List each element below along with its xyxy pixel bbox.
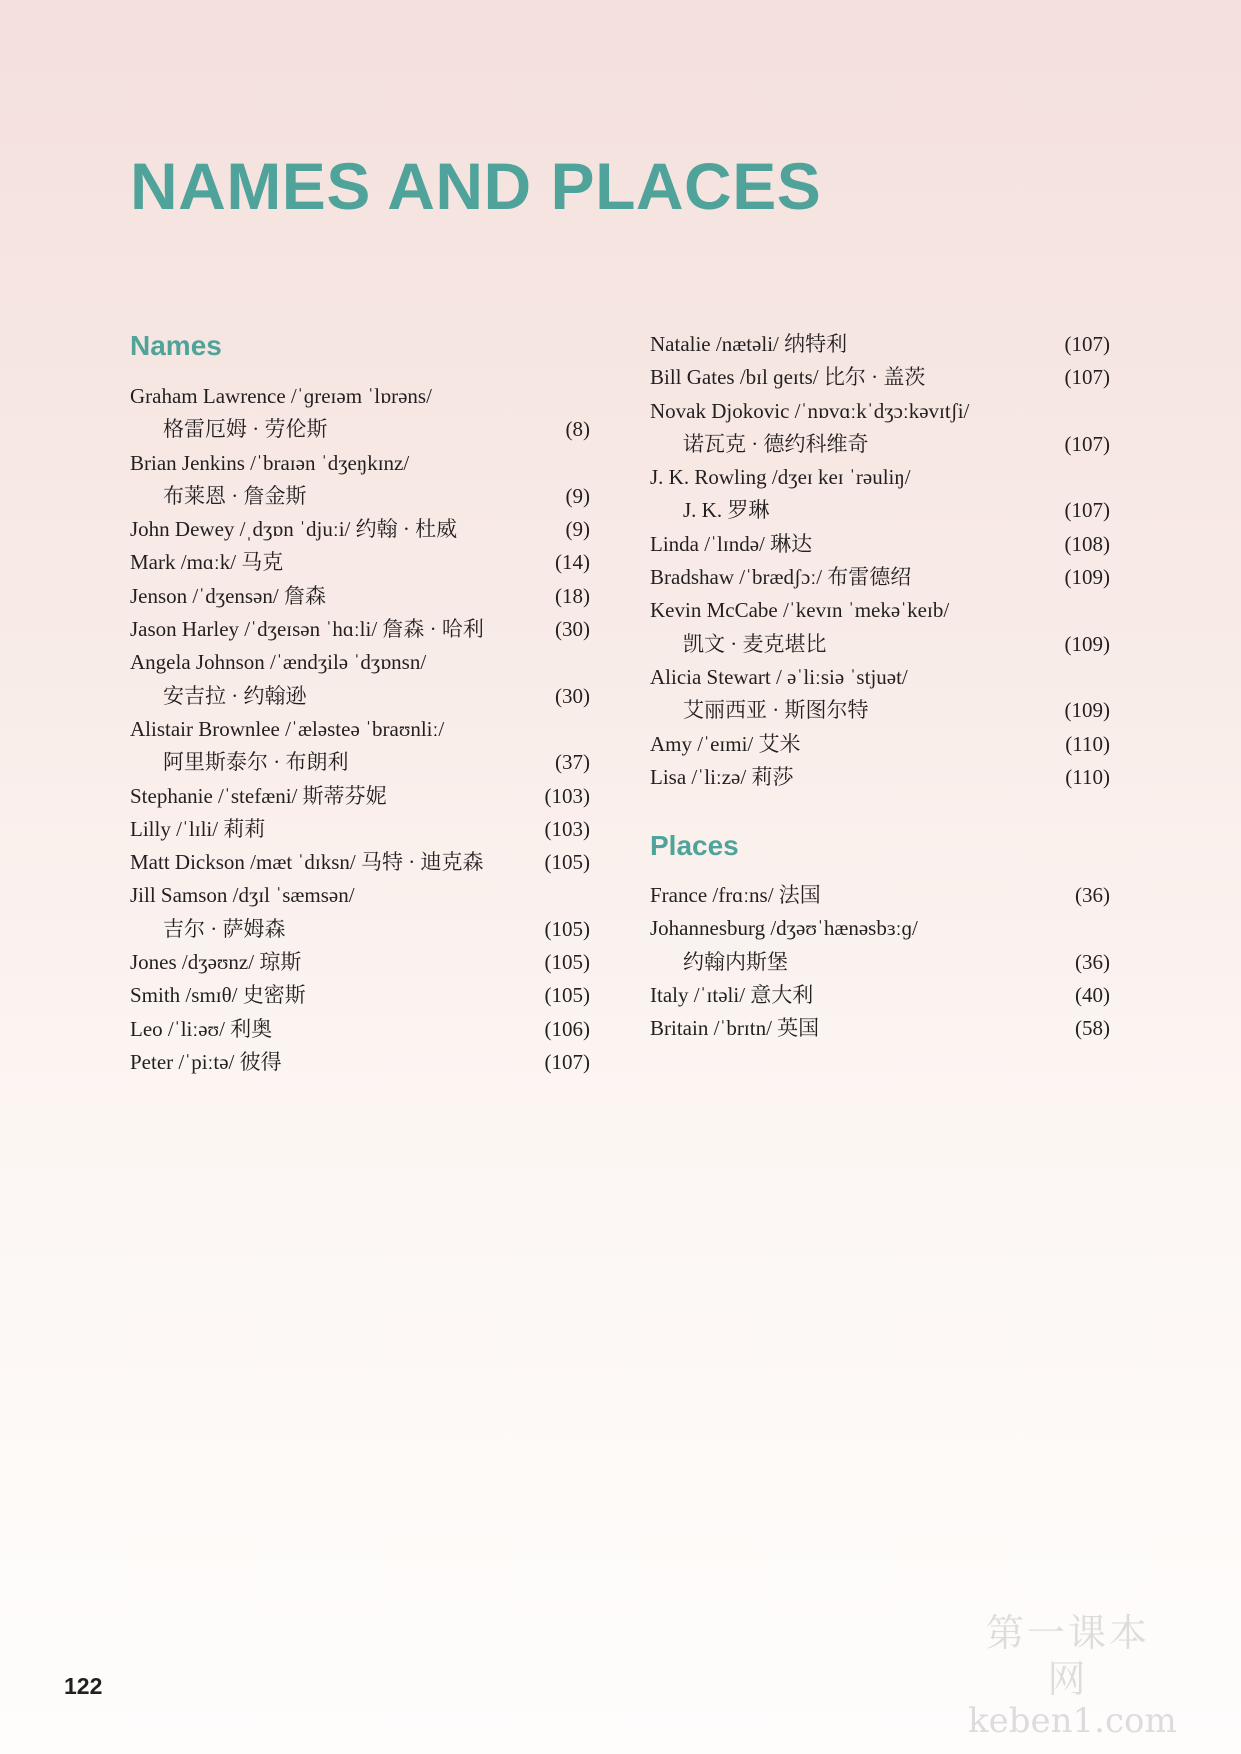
- entry-page-ref: (110): [1065, 764, 1110, 789]
- entry-text: 艾丽西亚 · 斯图尔特: [683, 698, 869, 723]
- index-entry-continuation: [650, 946, 1110, 979]
- entry-text: Bradshaw /ˈbrædʃɔː/ 布雷德绍: [650, 565, 912, 590]
- entry-text: Alistair Brownlee /ˈæləsteə ˈbraʊnliː/: [130, 716, 445, 741]
- index-entry: [130, 447, 590, 480]
- entry-text: Leo /ˈliːəʊ/ 利奥: [130, 1016, 273, 1041]
- entry-text: Jenson /ˈdʒensən/ 詹森: [130, 583, 326, 608]
- entry-text: Johannesburg /dʒəʊˈhænəsbɜːɡ/: [650, 916, 918, 941]
- index-entry: [130, 580, 590, 613]
- watermark: [968, 1610, 1177, 1741]
- index-entry: [650, 761, 1110, 794]
- entry-page-ref: (107): [1064, 332, 1110, 356]
- index-entry-continuation: [130, 480, 590, 513]
- entry-page-ref: (14): [555, 550, 590, 575]
- entry-page-ref: (107): [544, 1049, 590, 1074]
- entry-text: Jill Samson /dʒɪl ˈsæmsən/: [130, 883, 355, 908]
- entry-text: France /frɑːns/ 法国: [650, 883, 821, 907]
- section-heading-places: Places: [650, 830, 739, 861]
- entry-page-ref: (109): [1064, 565, 1110, 590]
- entry-page-ref: (105): [544, 983, 590, 1008]
- index-entry: [650, 879, 1110, 912]
- entry-text: Natalie /nætəli/ 纳特利: [650, 332, 848, 356]
- entry-page-ref: (109): [1064, 631, 1110, 656]
- entry-page-ref: (36): [1075, 949, 1110, 974]
- index-entry: [130, 780, 590, 813]
- names-list-right: [650, 328, 1110, 794]
- index-entry-continuation: [130, 680, 590, 713]
- entry-text: John Dewey /ˌdʒɒn ˈdjuːi/ 约翰 · 杜威: [130, 517, 458, 542]
- entry-page-ref: (37): [555, 750, 590, 775]
- index-entry: [130, 979, 590, 1012]
- entry-page-ref: (107): [1064, 431, 1110, 456]
- index-entry: [650, 979, 1110, 1012]
- index-entry: [130, 879, 590, 912]
- entry-text: Britain /ˈbrɪtn/ 英国: [650, 1016, 820, 1041]
- places-list: [650, 879, 1110, 1045]
- entry-page-ref: (105): [544, 950, 590, 975]
- entry-text: Linda /ˈlɪndə/ 琳达: [650, 531, 813, 556]
- entry-text: Italy /ˈɪtəli/ 意大利: [650, 982, 814, 1007]
- names-list-left: [130, 380, 590, 1079]
- entry-text: Amy /ˈeɪmi/ 艾米: [650, 731, 801, 756]
- entry-page-ref: (105): [544, 850, 590, 875]
- section-heading-names: Names: [130, 330, 222, 361]
- entry-text: Brian Jenkins /ˈbraɪən ˈdʒeŋkɪnz/: [130, 450, 410, 475]
- entry-text: Bill Gates /bɪl ɡeɪts/ 比尔 · 盖茨: [650, 365, 926, 390]
- index-entry: [650, 728, 1110, 761]
- entry-page-ref: (9): [565, 517, 590, 542]
- index-entry: [650, 661, 1110, 694]
- entry-text: Kevin McCabe /ˈkevɪn ˈmekəˈkeɪb/: [650, 598, 950, 623]
- index-entry: [130, 713, 590, 746]
- entry-page-ref: (105): [544, 916, 590, 941]
- entry-text: 吉尔 · 萨姆森: [163, 916, 286, 941]
- index-entry-continuation: [650, 694, 1110, 727]
- entry-text: Lilly /ˈlɪli/ 莉莉: [130, 816, 266, 841]
- page-title: NAMES AND PLACES: [130, 149, 822, 223]
- index-entry-continuation: [650, 494, 1110, 527]
- entry-text: 凯文 · 麦克堪比: [683, 631, 827, 656]
- entry-page-ref: (107): [1064, 498, 1110, 523]
- entry-page-ref: (103): [544, 816, 590, 841]
- index-entry: [130, 1046, 590, 1079]
- index-entry: [130, 546, 590, 579]
- entry-text: Smith /smɪθ/ 史密斯: [130, 983, 306, 1008]
- watermark-url: keben1.com: [968, 1701, 1177, 1741]
- index-entry: [130, 513, 590, 546]
- entry-text: Novak Djokovic /ˈnɒvɑːkˈdʒɔːkəvɪtʃi/: [650, 398, 970, 423]
- entry-page-ref: (36): [1075, 883, 1110, 907]
- index-entry: [650, 328, 1110, 361]
- index-entry: [130, 380, 590, 413]
- index-entry-continuation: [130, 746, 590, 779]
- entry-page-ref: (106): [544, 1016, 590, 1041]
- entry-text: 诺瓦克 · 德约科维奇: [683, 431, 869, 456]
- entry-text: 约翰内斯堡: [683, 949, 788, 974]
- entry-page-ref: (8): [565, 417, 590, 442]
- entry-text: Lisa /ˈliːzə/ 莉莎: [650, 764, 794, 789]
- entry-text: Jones /dʒəʊnz/ 琼斯: [130, 950, 302, 975]
- entry-page-ref: (107): [1064, 365, 1110, 390]
- entry-text: Stephanie /ˈstefæni/ 斯蒂芬妮: [130, 783, 387, 808]
- entry-page-ref: (109): [1064, 698, 1110, 723]
- entry-text: 阿里斯泰尔 · 布朗利: [163, 750, 349, 775]
- index-entry: [650, 461, 1110, 494]
- entry-text: Matt Dickson /mæt ˈdɪksn/ 马特 · 迪克森: [130, 850, 484, 875]
- index-entry: [130, 613, 590, 646]
- index-entry: [130, 646, 590, 679]
- entry-page-ref: (30): [555, 617, 590, 642]
- entry-text: 安吉拉 · 约翰逊: [163, 683, 307, 708]
- entry-text: J. K. Rowling /dʒeɪ keɪ ˈrəuliŋ/: [650, 465, 911, 490]
- index-entry: [130, 846, 590, 879]
- index-entry: [650, 395, 1110, 428]
- entry-text: Jason Harley /ˈdʒeɪsən ˈhɑːli/ 詹森 · 哈利: [130, 617, 484, 642]
- entry-page-ref: (18): [555, 583, 590, 608]
- index-entry: [650, 912, 1110, 945]
- index-entry: [650, 561, 1110, 594]
- index-entry: [650, 361, 1110, 394]
- entry-text: Alicia Stewart / əˈliːsiə ˈstjuət/: [650, 664, 908, 689]
- entry-page-ref: (40): [1075, 982, 1110, 1007]
- entry-page-ref: (108): [1064, 531, 1110, 556]
- entry-text: J. K. 罗琳: [683, 498, 770, 523]
- entry-text: 布莱恩 · 詹金斯: [163, 483, 307, 508]
- index-entry: [650, 1012, 1110, 1045]
- entry-page-ref: (30): [555, 683, 590, 708]
- entry-text: 格雷厄姆 · 劳伦斯: [163, 417, 328, 442]
- entry-text: Peter /ˈpiːtə/ 彼得: [130, 1049, 282, 1074]
- page-number: 122: [64, 1673, 103, 1699]
- watermark-chinese: 第一课本网: [985, 1611, 1150, 1701]
- entry-page-ref: (58): [1075, 1016, 1110, 1041]
- index-entry-continuation: [130, 413, 590, 446]
- entry-text: Mark /mɑːk/ 马克: [130, 550, 284, 575]
- index-entry-continuation: [650, 428, 1110, 461]
- entry-text: Angela Johnson /ˈændʒilə ˈdʒɒnsn/: [130, 650, 427, 675]
- index-entry: [130, 1013, 590, 1046]
- entry-text: Graham Lawrence /ˈɡreɪəm ˈlɒrəns/: [130, 384, 432, 408]
- index-entry: [650, 528, 1110, 561]
- index-entry: [130, 813, 590, 846]
- index-entry-continuation: [130, 913, 590, 946]
- entry-page-ref: (103): [544, 783, 590, 808]
- index-entry: [130, 946, 590, 979]
- entry-page-ref: (110): [1065, 731, 1110, 756]
- entry-page-ref: (9): [565, 483, 590, 508]
- index-entry: [650, 594, 1110, 627]
- index-entry-continuation: [650, 628, 1110, 661]
